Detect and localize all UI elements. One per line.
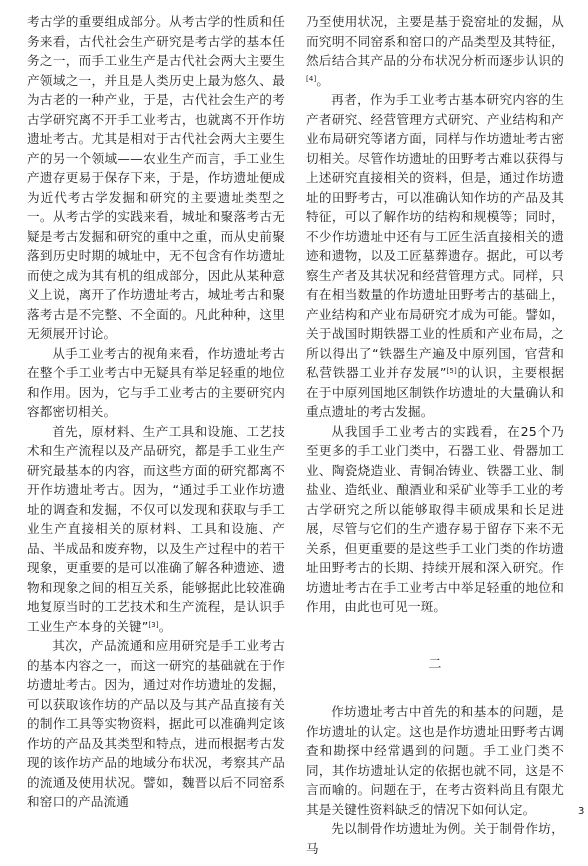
- citation-ref: [4]: [306, 74, 317, 83]
- left-column: [27, 12, 285, 812]
- left-paragraphs: [27, 12, 285, 812]
- paragraph-text: 考古学的重要组成部分。从考古学的性质和任务来看，古代社会生产研究是考古学的基本任务之一，而手工业生产是古代社会两大主要生产领域之一，并且是人类历史上最为悠久、最为古老的一种产业，于是，古代社会生产的考古学研究离不开手工业考古，也就离不开作坊遗址考古。尤其是相对于古代社会两大主要生产的另一个领域——农业生产而言，手工业生产遗存更易于保存下来，于是，作坊遗址便成为近代考古学发掘和研究的主要遗址类型之一。从考古学的实践来看，城址和聚落考古无疑是考古发掘和研究的重中之重，而从史前聚落到历史时期的城址中，无不包含有作坊遗址而使之成为其有机的组成部分，因此从某种意义上说，离开了作坊遗址考古，城址考古和聚落考古是不完整、不全面的。凡此种种，这里无须展开讨论。: [27, 14, 285, 341]
- paragraph-text: 再者，作为手工业考古基本研究内容的生产者研究、经营管理方式研究、产业结构和产业布局研究等诸方面，同样与作坊遗址考古密切相关。尽管作坊遗址的田野考古难以获得与上述研究直接相关的资料，但是，通过作坊遗址的田野考古，可以准确认知作坊的产品及其特征，可以了解作坊的结构和规模等；同时，不少作坊遗址中还有与工匠生活直接相关的遗迹和遗物，以及工匠墓葬遗存。据此，可以考察生产者及其状况和经营管理方式。同样，只有在相当数量的作坊遗址田野考古的基础上，产业结构和产业布局研究才成为可能。譬如，关于战国时期铁器工业的性质和产业布局，之所以得出了“铁器生产遍及中原列国，官营和私营铁器工业并存发展”: [306, 92, 564, 380]
- citation-ref: [5]: [446, 367, 457, 375]
- paragraph-text: 首先，原材料、生产工具和设施、工艺技术和生产流程以及产品研究，都是手工业生产研究最基本的内容，而这些方面的研究都离不开作坊遗址考古。因为，“通过手工业作坊遗址的调查和发掘，不仅可以发现和获取与手工业生产直接相关的原材料、工具和设施、产品、半成品和废弃物，以及生产过程中的若干现象，更重要的是可以准确了解各种遗迹、遗物和现象之间的相互关系，能够据此比较准确地复原当时的工艺技术和生产流程，是认识手工业生产本身的关键”: [27, 423, 285, 634]
- paragraph-text: 。: [158, 618, 172, 634]
- paragraph: [27, 422, 285, 637]
- paragraph-text: 乃至使用状况，主要是基于瓷窑址的发掘，从而究明不同窑系和窑口的产品类型及其特征，然后结合其产品的分布状况分析而逐步认识的: [306, 14, 564, 68]
- paragraph: [27, 344, 285, 422]
- paragraph-text: 的认识，主要根据在于中原列国地区制铁作坊遗址的大量确认和重点遗址的考古发掘。: [306, 365, 564, 419]
- paragraph-text: 先以制骨作坊遗址为例。关于制骨作坊，马: [306, 821, 564, 856]
- paragraph-text: 。: [316, 72, 330, 88]
- paragraph-text: 其次，产品流通和应用研究是手工业考古的基本内容之一，而这一研究的基础就在于作坊遗址考古。因为，通过对作坊遗址的发掘，可以获取该作坊的产品以及与其产品直接有关的制作工具等实物资料，据此可以准确判定该作坊的产品及其类型和特点，进而根据考古发现的该作坊产品的地域分布状况，考察其产品的流通及使用状况。譬如，魏晋以后不同窑系和窑口的产品流通: [27, 638, 285, 809]
- paragraph-text: 作坊遗址考古中首先的和基本的问题，是作坊遗址的认定。这也是作坊遗址田野考古调查和勘探中经常遇到的问题。手工业门类不同，其作坊遗址认定的依据也就不同，这是不言而喻的。问题在于，在考古资料尚且有限尤其是关键性资料缺乏的情况下如何认定。: [306, 704, 564, 817]
- paragraph: [27, 636, 285, 812]
- right-paragraphs-after: [306, 702, 564, 858]
- edge-mark: 3: [578, 806, 585, 817]
- right-paragraphs: [306, 12, 564, 617]
- right-column: [306, 12, 564, 858]
- paragraph: [27, 12, 285, 344]
- paragraph: [306, 819, 564, 858]
- paragraph: [306, 12, 564, 90]
- citation-ref: [3]: [148, 620, 159, 629]
- paragraph-text: 从手工业考古的视角来看，作坊遗址考古在整个手工业考古中无疑具有举足轻重的地位和作用。因为，它与手工业考古的主要研究内容都密切相关。: [27, 345, 285, 419]
- paragraph: [306, 422, 564, 617]
- paragraph: [306, 90, 564, 422]
- section-number: 二: [428, 656, 442, 672]
- paragraph: [306, 702, 564, 819]
- paragraph-text: 从我国手工业考古的实践看，在25个乃至更多的手工业门类中，石器工业、骨器加工业、陶瓷烧造业、青铜冶铸业、铁器工业、制盐业、造纸业、酿酒业和采矿业等手工业的考古学研究之所以能够取得丰硕成果和长足进展，尽管与它们的生产遗存易于留存下来不无关系，但更重要的是这些手工业门类的作坊遗址田野考古的长期、持续开展和深入研究。作坊遗址考古在手工业考古中举足轻重的地位和作用，由此也可见一斑。: [306, 423, 564, 614]
